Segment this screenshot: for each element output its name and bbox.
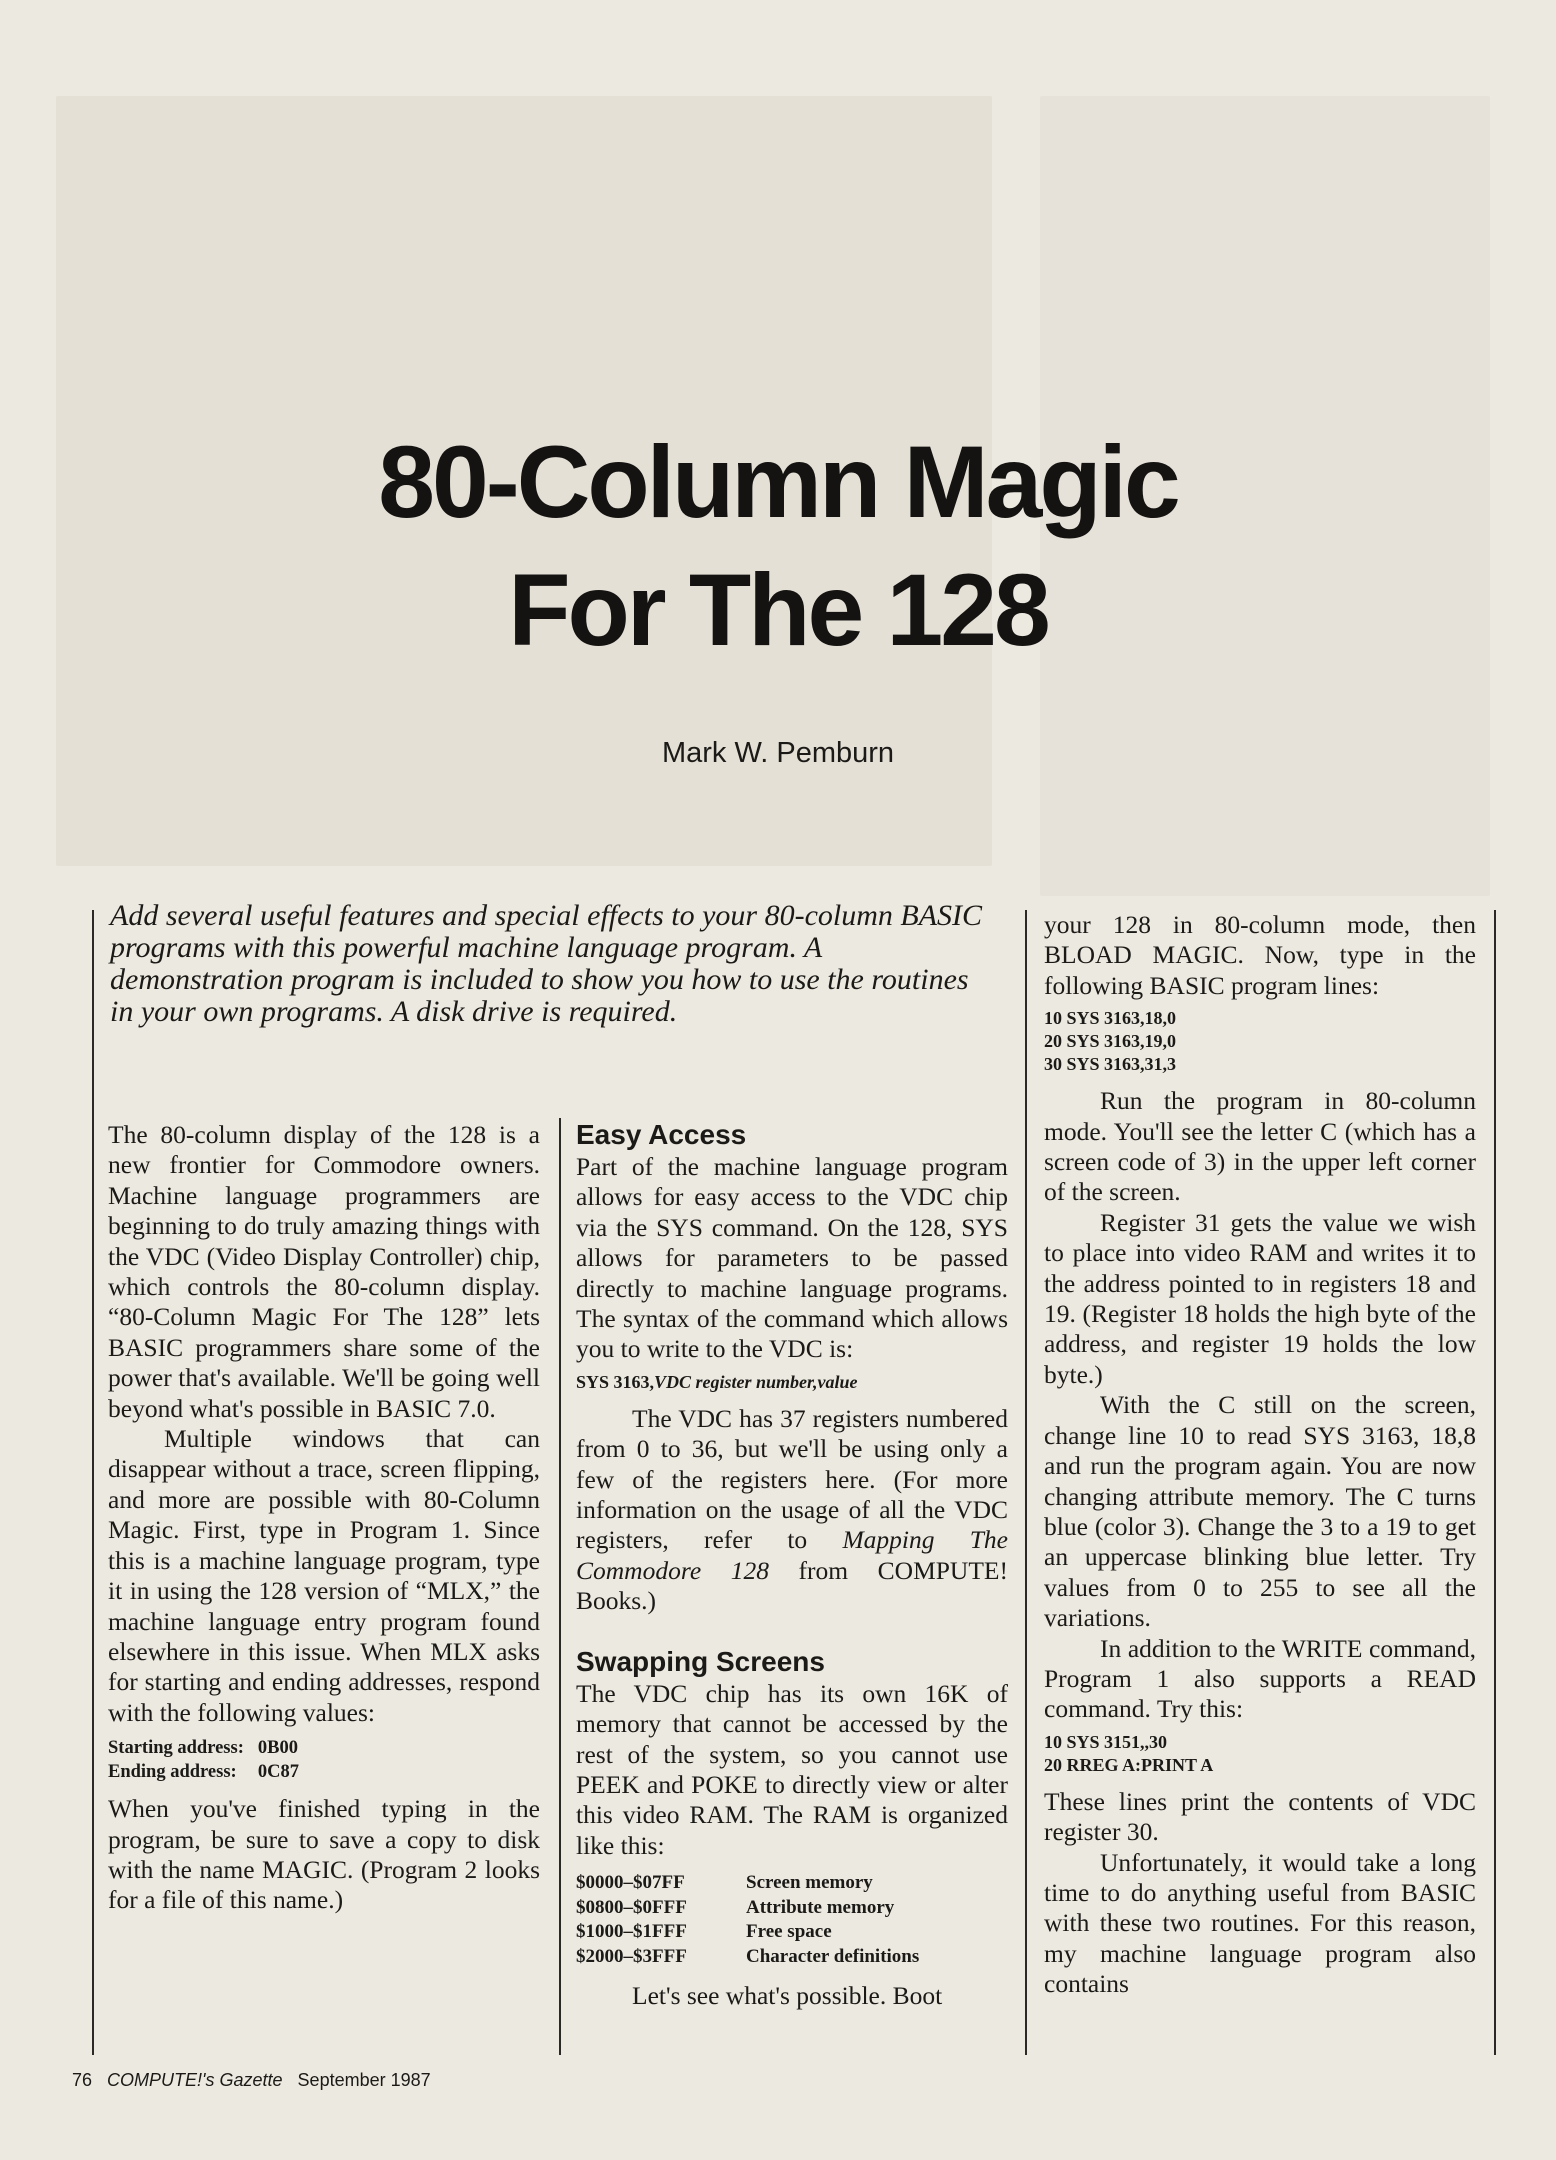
memory-range: $0000–$07FF [576, 1872, 685, 1894]
col3-paragraph-7: Unfortunately, it would take a long time to do anything useful from BASIC with these two routines. For this reason, my machine language program also contains [1044, 1847, 1476, 1999]
table-row [576, 1920, 1008, 1945]
code-listing-2 [1044, 1731, 1476, 1777]
col1-paragraph-3: When you've finished typing in the program, be sure to save a copy to disk with the name MAGIC. (Program 2 looks for a file of this name.) [108, 1794, 540, 1915]
code-line: 30 SYS 3163,31,3 [1044, 1054, 1177, 1075]
memory-range: $0800–$0FFF [576, 1896, 687, 1918]
table-row [576, 1945, 1008, 1970]
table-row [576, 1896, 1008, 1921]
article-deck: Add several useful features and special effects to your 80-column BASIC programs with this powerful machine language program. A demonstration program is included to show you how to use the routines in your own programs. A disk drive is required. [110, 899, 983, 1028]
end-address-value: 0C87 [257, 1762, 299, 1783]
heading-easy-access: Easy Access [576, 1119, 747, 1150]
code-line: 10 SYS 3151,,30 [1044, 1731, 1168, 1752]
col2-paragraph-2-text: The VDC has 37 registers numbered from 0 to 36, but we'll be using only a few of the registers here. (For more information on the usage of all the VDC registers, refer to [576, 1403, 1008, 1555]
column-rule-right [1494, 910, 1496, 2055]
heading-swapping-screens: Swapping Screens [576, 1645, 825, 1677]
column-rule-1 [559, 1118, 561, 2055]
code-line: 20 RREG A:PRINT A [1044, 1754, 1214, 1775]
page-footer [72, 2070, 431, 2091]
address-table [108, 1736, 313, 1784]
start-address-label: Starting address: [108, 1738, 244, 1759]
col2-paragraph-2-end: from COMPUTE! Books.) [576, 1555, 1008, 1616]
code-listing-1 [1044, 1007, 1476, 1076]
memory-use: Screen memory [746, 1872, 873, 1894]
article-title [0, 418, 1556, 674]
end-address-label: Ending address: [108, 1762, 237, 1783]
memory-use: Attribute memory [746, 1896, 895, 1918]
col2-paragraph-3: The VDC chip has its own 16K of memory that cannot be accessed by the rest of the system, so you cannot use PEEK and POKE to directly view or alter this video RAM. The RAM is organized like this: [576, 1678, 1008, 1860]
syntax-command: SYS 3163, [576, 1371, 655, 1392]
col3-paragraph-1: your 128 in 80-column mode, then BLOAD MAGIC. Now, type in the following BASIC program lines: [1044, 910, 1476, 1000]
column-rule-2 [1025, 910, 1027, 2055]
book-title: Mapping The Commodore 128 [576, 1525, 1009, 1585]
title-line-2: For The 128 [508, 553, 1048, 667]
author-byline: Mark W. Pemburn [661, 737, 895, 769]
col2-paragraph-4: Let's see what's possible. Boot [632, 1981, 943, 2011]
col2-paragraph-2 [576, 1404, 1008, 1617]
table-row [576, 1871, 1008, 1896]
memory-use: Character definitions [746, 1945, 920, 1967]
magazine-name: COMPUTE!'s Gazette [107, 2070, 283, 2090]
column-1 [108, 1120, 540, 1916]
column-2 [576, 1118, 1008, 2012]
col1-paragraph-1: The 80-column display of the 128 is a new frontier for Commodore owners. Machine language programmers are beginning to do truly amazing things with the VDC (Video Display Controller) chip, which controls the 80-column display. “80-Column Magic For The 128” lets BASIC programmers share some of the power that's available. We'll be going well beyond what's possible in BASIC 7.0. [108, 1120, 540, 1423]
column-3 [1044, 910, 1476, 2000]
col2-paragraph-1: Part of the machine language program allows for easy access to the VDC chip via the SYS command. On the 128, SYS allows for parameters to be passed directly to machine language programs. The syntax of the command which allows you to write to the VDC is: [576, 1152, 1008, 1364]
col3-paragraph-3: Register 31 gets the value we wish to place into video RAM and writes it to the address pointed to in registers 18 and 19. (Register 18 holds the high byte of the address, and register 19 holds the low byte.) [1044, 1207, 1476, 1389]
col3-paragraph-2: Run the program in 80-column mode. You'll see the letter C (which has a screen code of 3) in the upper left corner of the screen. [1044, 1086, 1476, 1207]
memory-range: $2000–$3FFF [576, 1945, 687, 1967]
col3-paragraph-6: These lines print the contents of VDC register 30. [1044, 1786, 1476, 1847]
column-rule-left [92, 910, 94, 2055]
issue-date: September 1987 [297, 2070, 431, 2090]
col1-paragraph-2: Multiple windows that can disappear without a trace, screen flipping, and more are possible with 80-Column Magic. First, type in Program 1. Since this is a machine language program, type it in using the 128 version of “MLX,” the machine language entry program found elsewhere in this issue. When MLX asks for starting and ending addresses, respond with the following values: [108, 1424, 540, 1727]
start-address-value: 0B00 [257, 1738, 298, 1759]
code-line: 20 SYS 3163,19,0 [1044, 1031, 1177, 1052]
syntax-arguments: VDC register number,value [654, 1371, 858, 1392]
memory-range: $1000–$1FFF [576, 1921, 687, 1943]
memory-use: Free space [746, 1921, 832, 1943]
syntax-line [576, 1371, 1008, 1394]
col3-paragraph-5: In addition to the WRITE command, Program 1 also supports a READ command. Try this: [1044, 1633, 1476, 1724]
col3-paragraph-4: With the C still on the screen, change line 10 to read SYS 3163, 18,8 and run the program again. You are now changing attribute memory. The C turns blue (color 3). Change the 3 to a 19 to get an uppercase blinking blue letter. Try values from 0 to 255 to see all the variations. [1044, 1390, 1476, 1633]
page-number: 76 [72, 2070, 93, 2090]
code-line: 10 SYS 3163,18,0 [1044, 1008, 1177, 1029]
memory-map-table [576, 1871, 1008, 1969]
title-line-1: 80-Column Magic [378, 425, 1178, 539]
